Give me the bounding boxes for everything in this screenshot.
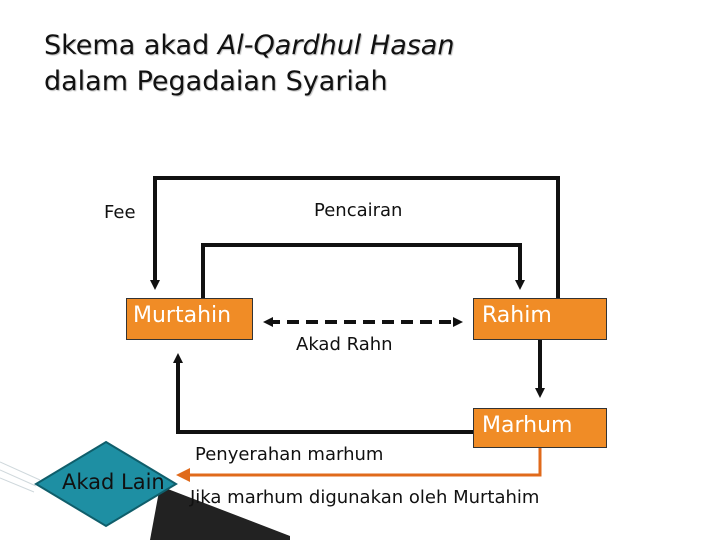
rahim-label: Rahim <box>482 303 552 328</box>
fee-label: Fee <box>104 202 136 223</box>
rahim-box <box>473 298 607 340</box>
akad-rahn-label: Akad Rahn <box>296 334 393 355</box>
fee-arrow <box>155 178 558 298</box>
marhum-label: Marhum <box>482 413 573 438</box>
title-line-1: Skema akad Al-Qardhul Hasan <box>44 30 455 61</box>
title-italic: Al-Qardhul Hasan <box>217 30 455 61</box>
akad-lain-label: Akad Lain <box>62 470 165 494</box>
penyerahan-label: Penyerahan marhum <box>195 444 384 465</box>
decorative-stripes-left <box>0 462 40 492</box>
murtahin-box <box>126 298 253 340</box>
marhum-box <box>473 408 607 448</box>
jika-label: Jika marhum digunakan oleh Murtahim <box>190 487 540 508</box>
akad-lain-arrowhead <box>176 468 190 482</box>
pencairan-label: Pencairan <box>314 200 403 221</box>
penyerahan-arrow <box>178 358 473 432</box>
murtahin-label: Murtahin <box>133 303 232 328</box>
title-line-2: dalam Pegadaian Syariah <box>44 66 388 97</box>
pencairan-arrow <box>203 245 520 298</box>
